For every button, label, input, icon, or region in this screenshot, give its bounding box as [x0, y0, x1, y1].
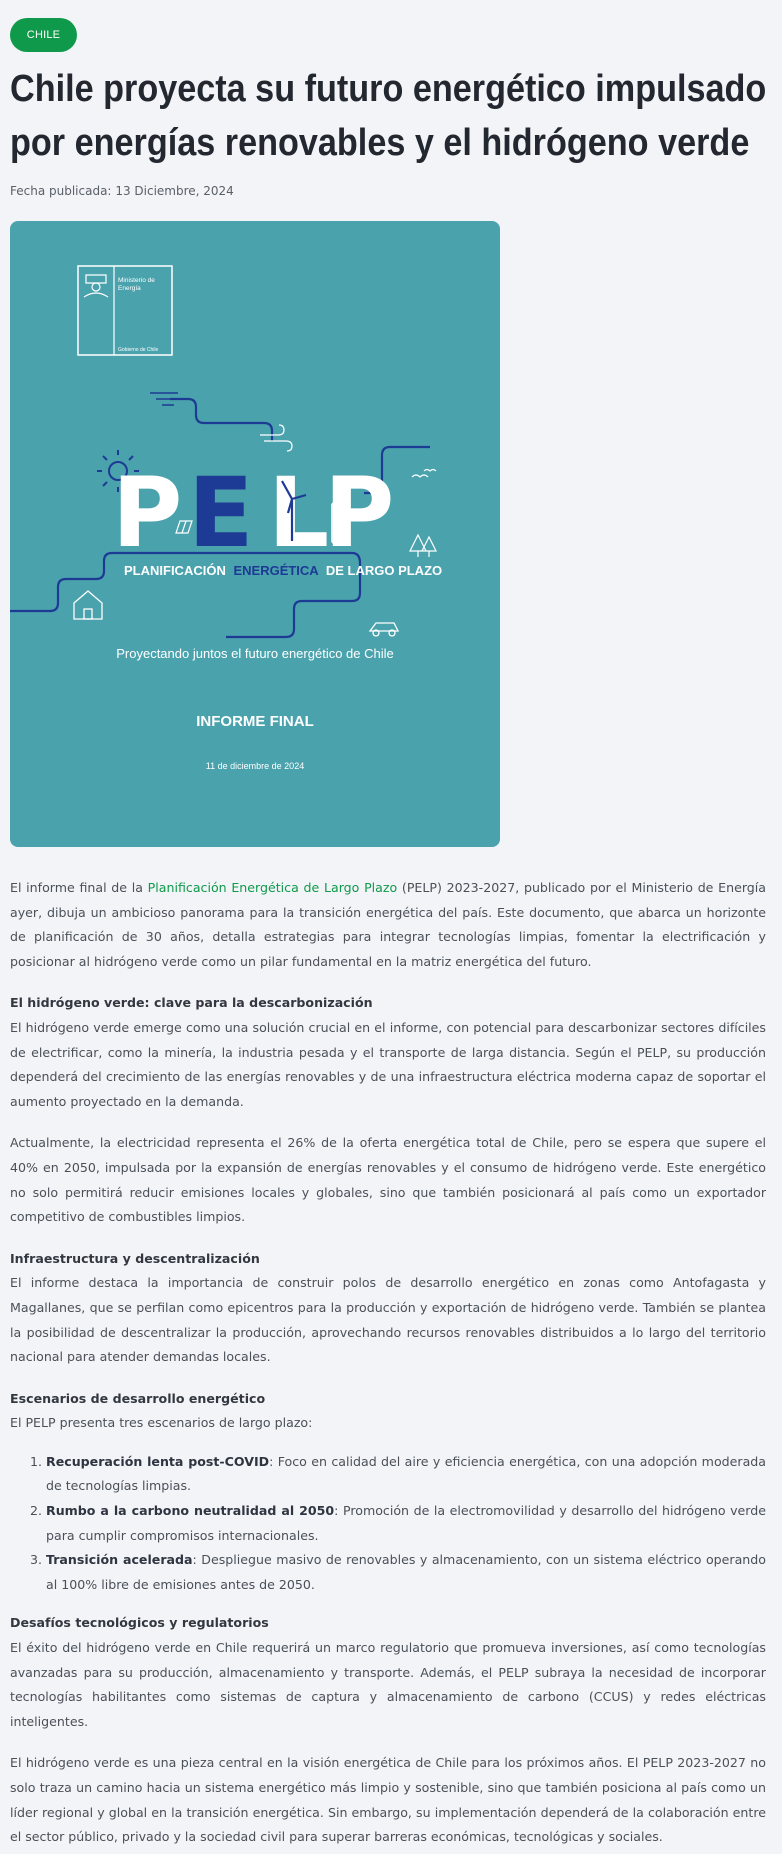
article-title	[10, 62, 767, 170]
scenarios-list	[10, 1450, 766, 1598]
cover-report-title: INFORME FINAL	[196, 713, 314, 730]
date-value: 13 Diciembre, 2024	[115, 184, 234, 198]
category-badge[interactable]: CHILE	[10, 18, 77, 52]
article-title-text: Chile proyecta su futuro energético impulsado por energías renovables y el hidrógeno verde	[10, 68, 767, 164]
intro-text-before: El informe final de la	[10, 880, 148, 895]
list-item	[46, 1548, 766, 1597]
svg-text:E: E	[188, 457, 254, 569]
cover-graphic	[10, 221, 500, 847]
paragraph-hydrogen: El hidrógeno verde emerge como una solución crucial en el informe, con potencial para descarbonizar sectores difíciles de electrificar, como la minería, la industria pesada y el transporte de larga distancia. Según el PELP, su producción dependerá del crecimiento de las energías renovables y de una infraestructura eléctrica moderna capaz de soportar el aumento proyectado en la demanda.	[10, 1019, 766, 1109]
pelp-logo	[112, 457, 394, 569]
trees-icon	[410, 535, 436, 557]
report-cover-image	[10, 221, 500, 847]
pelp-link[interactable]: Planificación Energética de Largo Plazo	[147, 880, 398, 895]
subtitle-part1: PLANIFICACIÓN	[124, 563, 226, 578]
scenario-name: Rumbo a la carbono neutralidad al 2050	[46, 1503, 335, 1519]
paragraph-infrastructure: El informe destaca la importancia de construir polos de desarrollo energético en zonas como Antofagasta y Magallanes, que se perfilan como epicentros para la producción y exportación de hidrógeno verde. También se plantea la posibilidad de descentralizar la producción, aprovechando recursos renovables distribuidos a lo largo del territorio nacional para atender demandas locales.	[10, 1275, 766, 1365]
scenario-desc: : Promoción de la electromovilidad y desarrollo del hidrógeno verde para cumplir compromisos internacionales.	[46, 1503, 767, 1543]
intro-paragraph	[10, 876, 766, 974]
intro-text-after: (PELP) 2023-2027, publicado por el Ministerio de Energía ayer, dibuja un ambicioso panorama para la transición energética del país. Este documento, que abarca un horizonte de planificación de 30 años, detalla estrategias para integrar tecnologías limpias, fomentar la electrificación y posicionar al hidrógeno verde como un pilar fundamental en la matriz energética del futuro.	[10, 880, 766, 969]
article-body	[10, 876, 766, 1850]
scenario-name: Recuperación lenta post-COVID	[46, 1453, 270, 1469]
government-label: Gobierno de Chile	[118, 347, 159, 353]
scenario-desc: : Despliegue masivo de renovables y almacenamiento, con un sistema eléctrico operando al 100% libre de emisiones antes de 2050.	[46, 1552, 766, 1592]
paragraph-scenarios-intro: El PELP presenta tres escenarios de largo plazo:	[10, 1415, 313, 1431]
list-item	[46, 1499, 766, 1548]
svg-text:P: P	[324, 457, 395, 569]
section-heading-hydrogen: El hidrógeno verde: clave para la descarbonización	[10, 995, 373, 1011]
cover-tagline: Proyectando juntos el futuro energético de Chile	[116, 646, 394, 661]
cover-subtitle	[124, 563, 442, 578]
section-heading-challenges: Desafíos tecnológicos y regulatorios	[10, 1615, 269, 1631]
ministry-line1: Ministerio de	[118, 277, 155, 284]
publish-date	[10, 184, 234, 198]
date-label: Fecha publicada:	[10, 184, 112, 198]
subtitle-part2: ENERGÉTICA	[233, 563, 319, 578]
subtitle-part3: DE LARGO PLAZO	[325, 563, 443, 578]
house-icon	[74, 591, 102, 619]
paragraph-challenges: El éxito del hidrógeno verde en Chile requerirá un marco regulatorio que promueva inversiones, así como tecnologías avanzadas para su producción, almacenamiento y transporte. Además, el PELP subraya la necesidad de incorporar tecnologías habilitantes como sistemas de captura y almacenamiento de carbono (CCUS) y redes eléctricas inteligentes.	[10, 1640, 766, 1729]
section-heading-scenarios: Escenarios de desarrollo energético	[10, 1390, 266, 1406]
svg-text:L: L	[268, 457, 330, 569]
list-item	[46, 1450, 766, 1499]
svg-text:P: P	[112, 457, 181, 569]
section-heading-infrastructure: Infraestructura y descentralización	[10, 1250, 260, 1266]
paragraph-electricity: Actualmente, la electricidad representa el 26% de la oferta energética total de Chile, pero se espera que supere el 40% en 2050, impulsada por la expansión de energías renovables y el consumo de hidrógeno verde. Este energético no solo permitirá reducir emisiones locales y globales, sino que también posicionará al país como un exportador competitivo de combustibles limpios.	[10, 1135, 766, 1225]
scenario-desc: : Foco en calidad del aire y eficiencia energética, con una adopción moderada de tecnologías limpias.	[46, 1453, 766, 1494]
cover-report-date: 11 de diciembre de 2024	[205, 761, 305, 771]
scenario-name: Transición acelerada	[46, 1552, 193, 1568]
wind-icon	[260, 425, 292, 451]
birds-icon	[412, 470, 436, 478]
ministry-logo	[78, 266, 172, 355]
ministry-line2: Energía	[118, 285, 141, 292]
car-icon	[370, 623, 398, 636]
paragraph-conclusion: El hidrógeno verde es una pieza central en la visión energética de Chile para los próximos años. El PELP 2023-2027 no solo traza un camino hacia un sistema energético más limpio y sostenible, sino que también posiciona al país como un líder regional y global en la transición energética. Sin embargo, su implementación dependerá de la colaboración entre el sector público, privado y la sociedad civil para superar barreras económicas, tecnológicas y sociales.	[10, 1755, 766, 1845]
